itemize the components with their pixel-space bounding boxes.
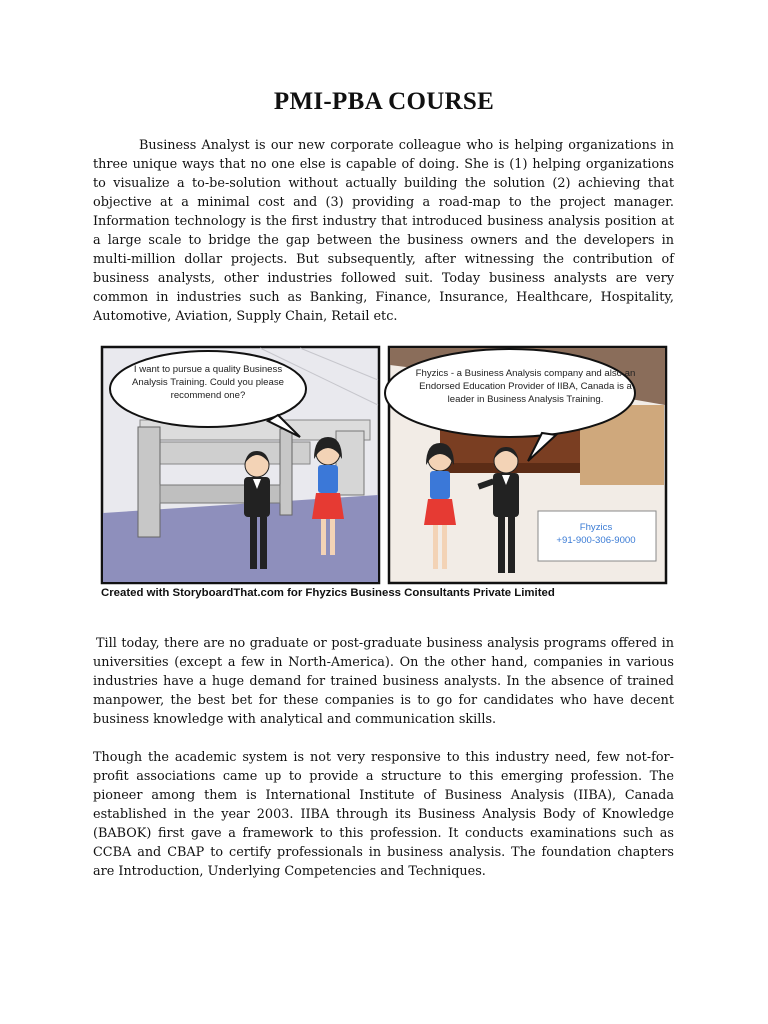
intro-paragraph: Business Analyst is our new corporate colleague who is helping organizations in three unique ways that no one else is capable of doing. She is (1) helping organizations to visualize a to-be-solution without actually building the solution (2) achieving that objective at a minimal cost and (3) providing a road-map to the project manager. Information technology is the first industry that introduced business analysis position at a large scale to bridge the gap between the business owners and the developers in multi-million dollar projects. But subsequently, after witnessing the contribution of business analysts, other industries followed suit. Today business analysts are very common in industries such as Banking, Finance, Insurance, Healthcare, Hospitality, Automotive, Aviation, Supply Chain, Retail etc. [93,138,674,324]
contact-card [541,521,651,547]
comic-caption: Created with StoryboardThat.com for Fhyzics Business Consultants Private Limited [101,587,555,599]
speech-bubble-reply: Fhyzics - a Business Analysis company and also an Endorsed Education Provider of IIBA, Canada is a leader in Business Analysis Training. [415,368,636,405]
page-title: PMI-PBA COURSE [273,88,495,115]
contact-name: Fhyzics [579,522,613,533]
speech-bubble-request: I want to pursue a quality Business Analysis Training. Could you please recommend one? [132,364,284,401]
body-paragraph-2: Till today, there are no graduate or post-graduate business analysis programs offered in universities (except a few in North-America). On the other hand, companies in various industries have a huge demand for trained business analysts. In the absence of trained manpower, the best bet for these companies is to go for candidates who have decent business knowledge with analytical and communication skills. [93,636,674,727]
body-paragraph-3: Though the academic system is not very responsive to this industry need, few not-for-profit associations came up to provide a structure to this emerging profession. The pioneer among them is International Institute of Business Analysis (IIBA), Canada established in the year 2003. IIBA through its Business Analysis Body of Knowledge (BABOK) first gave a framework to this profession. It conducts examinations such as CCBA and CBAP to certify professionals in business analysis. The foundation chapters are Introduction, Underlying Competencies and Techniques. [93,750,674,879]
contact-phone: +91-900-306-9000 [556,535,636,546]
